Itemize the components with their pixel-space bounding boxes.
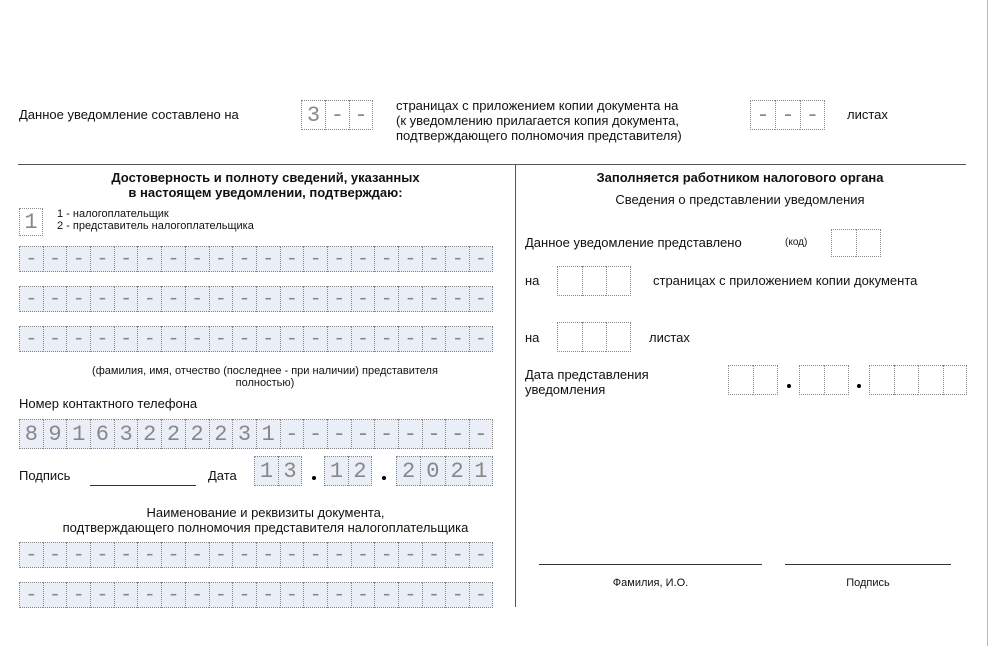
form-cell[interactable]: - (469, 286, 493, 312)
form-cell[interactable]: - (422, 286, 446, 312)
form-cell[interactable]: 2 (161, 419, 185, 449)
received-sheets-cells[interactable] (557, 322, 631, 352)
form-cell[interactable]: - (19, 246, 43, 272)
form-cell[interactable]: - (374, 326, 398, 352)
form-cell[interactable]: 8 (19, 419, 43, 449)
form-cell[interactable]: 3 (301, 100, 325, 130)
form-cell[interactable]: - (422, 419, 446, 449)
pages-suffix-line-2: (к уведомлению прилагается копия документа, (396, 113, 680, 128)
form-cell[interactable]: - (327, 326, 351, 352)
form-cell[interactable]: - (445, 582, 469, 608)
form-cell[interactable]: 1 (256, 419, 280, 449)
form-cell[interactable] (869, 365, 894, 395)
form-cell[interactable]: - (327, 246, 351, 272)
signer-code-cell[interactable] (19, 208, 43, 236)
form-cell[interactable] (606, 266, 631, 296)
document-heading (18, 505, 513, 535)
on-label-pages: на (525, 273, 540, 288)
date-separator-dot (312, 476, 316, 480)
form-cell[interactable]: 1 (19, 208, 43, 236)
form-cell[interactable]: - (137, 246, 161, 272)
form-cell[interactable]: - (256, 542, 280, 568)
form-cell[interactable]: - (114, 542, 138, 568)
submission-date-label-line-2: уведомления (525, 382, 606, 397)
document-heading-line-2: подтверждающего полномочия представителя налогоплательщика (62, 520, 469, 535)
form-cell[interactable]: - (775, 100, 800, 130)
officer-signature-line[interactable] (785, 564, 951, 565)
form-cell[interactable]: - (422, 246, 446, 272)
signer-option-2: 2 - представитель налогоплательщика (57, 220, 254, 232)
form-cell[interactable]: - (185, 246, 209, 272)
form-cell[interactable]: 9 (43, 419, 67, 449)
form-cell[interactable]: - (161, 542, 185, 568)
form-cell[interactable]: - (209, 582, 233, 608)
date-day-cells[interactable] (254, 456, 302, 486)
form-cell[interactable]: - (469, 326, 493, 352)
date-separator-dot (382, 476, 386, 480)
form-cell[interactable]: - (90, 326, 114, 352)
form-cell[interactable]: 3 (232, 419, 256, 449)
form-cell[interactable]: - (209, 246, 233, 272)
form-cell[interactable] (753, 365, 778, 395)
form-cell[interactable]: - (374, 419, 398, 449)
submission-date-year-cells[interactable] (869, 365, 967, 395)
form-cell[interactable] (856, 229, 881, 257)
form-cell[interactable]: - (374, 542, 398, 568)
fio-note (40, 365, 490, 389)
signer-option-1: 1 - налогоплательщик (57, 208, 169, 220)
form-cell[interactable]: - (185, 326, 209, 352)
officer-signature-caption: Подпись (846, 577, 890, 589)
form-cell[interactable]: - (374, 582, 398, 608)
form-cell[interactable]: - (66, 326, 90, 352)
form-cell[interactable]: - (303, 246, 327, 272)
received-pages-cells[interactable] (557, 266, 631, 296)
signer-options (57, 208, 254, 232)
pages-with-copy-label: страницах с приложением копии документа (653, 273, 918, 288)
form-cell[interactable] (918, 365, 943, 395)
form-cell[interactable]: - (209, 286, 233, 312)
form-cell[interactable]: - (351, 246, 375, 272)
form-cell[interactable]: - (43, 246, 67, 272)
form-cell[interactable]: 0 (420, 456, 444, 486)
form-cell[interactable]: 1 (324, 456, 348, 486)
form-cell[interactable]: - (137, 542, 161, 568)
document-details-row-1[interactable] (19, 542, 493, 568)
form-cell[interactable]: - (327, 419, 351, 449)
form-cell[interactable]: - (351, 542, 375, 568)
form-cell[interactable]: - (114, 286, 138, 312)
form-cell[interactable]: - (66, 582, 90, 608)
form-cell[interactable]: - (232, 542, 256, 568)
form-cell[interactable]: - (256, 246, 280, 272)
form-cell[interactable]: - (114, 582, 138, 608)
form-cell[interactable]: - (137, 326, 161, 352)
phone-label: Номер контактного телефона (19, 396, 198, 411)
form-cell[interactable]: - (90, 246, 114, 272)
form-cell[interactable]: - (280, 542, 304, 568)
representative-name-row-3[interactable] (19, 326, 493, 352)
signature-line[interactable] (90, 485, 196, 486)
form-cell[interactable]: - (422, 542, 446, 568)
form-cell[interactable] (894, 365, 919, 395)
confirm-heading-line-1: Достоверность и полноту сведений, указанных (111, 170, 420, 185)
form-cell[interactable]: - (398, 542, 422, 568)
form-cell[interactable] (831, 229, 856, 257)
sheets-label: листах (847, 107, 888, 122)
form-cell[interactable]: - (327, 542, 351, 568)
form-cell[interactable] (557, 322, 582, 352)
form-cell[interactable]: - (349, 100, 373, 130)
on-label-sheets: на (525, 330, 540, 345)
form-cell[interactable]: - (43, 542, 67, 568)
form-cell[interactable]: - (398, 419, 422, 449)
form-cell[interactable]: - (19, 286, 43, 312)
form-cell[interactable] (582, 266, 607, 296)
form-cell[interactable]: - (303, 582, 327, 608)
fio-note-line-1: (фамилия, имя, отчество (последнее - при наличии) представителя (92, 365, 438, 377)
submission-subheading: Сведения о представлении уведомления (615, 192, 865, 207)
presented-label: Данное уведомление представлено (525, 235, 742, 250)
form-cell[interactable]: 2 (396, 456, 420, 486)
form-cell[interactable]: - (374, 286, 398, 312)
form-cell[interactable]: 1 (66, 419, 90, 449)
section-divider (18, 164, 966, 165)
form-cell[interactable]: - (351, 582, 375, 608)
form-cell[interactable]: - (280, 246, 304, 272)
form-cell[interactable]: 3 (278, 456, 302, 486)
form-cell[interactable]: 1 (469, 456, 493, 486)
form-cell[interactable]: - (469, 542, 493, 568)
submission-date-day-cells[interactable] (728, 365, 778, 395)
form-cell[interactable]: - (325, 100, 349, 130)
date-label: Дата (208, 468, 237, 483)
form-cell[interactable] (943, 365, 968, 395)
form-cell[interactable]: - (469, 419, 493, 449)
form-cell[interactable]: - (445, 542, 469, 568)
form-cell[interactable]: - (66, 246, 90, 272)
submission-date-month-cells[interactable] (799, 365, 849, 395)
form-cell[interactable]: - (43, 326, 67, 352)
form-cell[interactable]: - (351, 419, 375, 449)
form-cell[interactable]: - (209, 542, 233, 568)
column-divider (515, 164, 516, 607)
document-details-row-2[interactable] (19, 582, 493, 608)
form-cell[interactable]: 1 (254, 456, 278, 486)
signature-label: Подпись (19, 468, 71, 483)
officer-name-line[interactable] (539, 564, 762, 565)
form-cell[interactable]: - (209, 326, 233, 352)
form-cell[interactable] (728, 365, 753, 395)
form-cell[interactable] (582, 322, 607, 352)
form-cell[interactable]: - (280, 326, 304, 352)
form-cell[interactable]: - (398, 246, 422, 272)
form-cell[interactable]: - (327, 582, 351, 608)
fio-note-line-2: полностью) (235, 377, 295, 389)
form-cell[interactable]: - (445, 286, 469, 312)
form-cell[interactable]: - (161, 326, 185, 352)
form-cell[interactable]: - (90, 542, 114, 568)
confirm-heading-line-2: в настоящем уведомлении, подтверждаю: (128, 185, 403, 200)
form-cell[interactable]: - (422, 582, 446, 608)
pages-suffix-line-3: подтверждающего полномочия представителя) (396, 128, 682, 143)
form-cell[interactable]: - (185, 286, 209, 312)
phone-number-cells[interactable] (19, 419, 493, 449)
form-cell[interactable]: - (256, 582, 280, 608)
page-right-edge (987, 0, 988, 646)
form-cell[interactable]: - (161, 582, 185, 608)
form-cell[interactable]: - (800, 100, 825, 130)
form-cell[interactable]: - (327, 286, 351, 312)
form-cell[interactable]: - (161, 246, 185, 272)
form-cell[interactable]: - (185, 542, 209, 568)
form-cell[interactable]: - (469, 246, 493, 272)
form-cell[interactable]: - (43, 582, 67, 608)
form-cell[interactable]: - (256, 286, 280, 312)
form-cell[interactable]: - (422, 326, 446, 352)
representative-name-row-1[interactable] (19, 246, 493, 272)
form-cell[interactable]: 2 (137, 419, 161, 449)
pages-suffix-line-1: страницах с приложением копии документа на (396, 98, 679, 113)
pages-count-cells[interactable] (301, 100, 373, 130)
form-cell[interactable]: - (303, 542, 327, 568)
form-cell[interactable]: - (750, 100, 775, 130)
received-sheets-label: листах (649, 330, 690, 345)
form-cell[interactable]: - (445, 419, 469, 449)
date-year-cells[interactable] (396, 456, 493, 486)
form-cell[interactable]: - (351, 286, 375, 312)
form-cell[interactable]: - (232, 286, 256, 312)
sheets-count-cells[interactable] (750, 100, 825, 130)
form-cell[interactable]: - (19, 582, 43, 608)
form-cell[interactable]: 2 (209, 419, 233, 449)
date-separator-dot (787, 384, 791, 388)
form-cell[interactable] (799, 365, 824, 395)
form-cell[interactable]: - (114, 246, 138, 272)
document-heading-line-1: Наименование и реквизиты документа, (146, 505, 385, 520)
submission-date-label (525, 367, 649, 397)
tax-officer-heading: Заполняется работником налогового органа (596, 170, 884, 185)
form-cell[interactable]: - (280, 582, 304, 608)
form-cell[interactable]: - (398, 286, 422, 312)
form-cell[interactable]: - (19, 542, 43, 568)
form-cell[interactable]: - (256, 326, 280, 352)
form-cell[interactable]: 6 (90, 419, 114, 449)
form-cell[interactable]: 2 (445, 456, 469, 486)
pages-suffix-label (396, 98, 682, 143)
representative-name-row-2[interactable] (19, 286, 493, 312)
code-label: (код) (785, 237, 808, 248)
form-cell[interactable] (824, 365, 849, 395)
form-cell[interactable]: - (374, 246, 398, 272)
form-cell[interactable]: - (351, 326, 375, 352)
form-cell[interactable]: - (66, 542, 90, 568)
submission-date-label-line-1: Дата представления (525, 367, 649, 382)
date-separator-dot (857, 384, 861, 388)
form-cell[interactable]: - (469, 582, 493, 608)
form-cell[interactable]: - (43, 286, 67, 312)
submission-code-cells[interactable] (831, 229, 881, 257)
form-cell[interactable]: - (303, 286, 327, 312)
form-cell[interactable]: - (445, 326, 469, 352)
form-cell[interactable]: - (232, 326, 256, 352)
form-cell[interactable]: - (280, 286, 304, 312)
pages-prefix-label: Данное уведомление составлено на (19, 107, 239, 122)
form-cell[interactable]: - (137, 582, 161, 608)
form-cell[interactable]: - (161, 286, 185, 312)
form-cell[interactable] (606, 322, 631, 352)
form-cell[interactable]: - (114, 326, 138, 352)
officer-name-caption: Фамилия, И.О. (612, 577, 689, 589)
form-cell[interactable]: - (90, 582, 114, 608)
form-cell[interactable] (557, 266, 582, 296)
form-cell[interactable]: - (137, 286, 161, 312)
form-cell[interactable]: 3 (114, 419, 138, 449)
form-cell[interactable]: - (232, 246, 256, 272)
form-cell[interactable]: - (19, 326, 43, 352)
form-cell[interactable]: - (185, 582, 209, 608)
form-cell[interactable]: 2 (348, 456, 372, 486)
form-cell[interactable]: - (445, 246, 469, 272)
form-cell[interactable]: - (66, 286, 90, 312)
form-cell[interactable]: - (303, 419, 327, 449)
form-cell[interactable]: - (90, 286, 114, 312)
date-month-cells[interactable] (324, 456, 372, 486)
form-cell[interactable]: - (232, 582, 256, 608)
form-cell[interactable]: 2 (185, 419, 209, 449)
form-cell[interactable]: - (398, 582, 422, 608)
form-cell[interactable]: - (398, 326, 422, 352)
confirm-heading (18, 170, 513, 200)
form-cell[interactable]: - (280, 419, 304, 449)
form-cell[interactable]: - (303, 326, 327, 352)
